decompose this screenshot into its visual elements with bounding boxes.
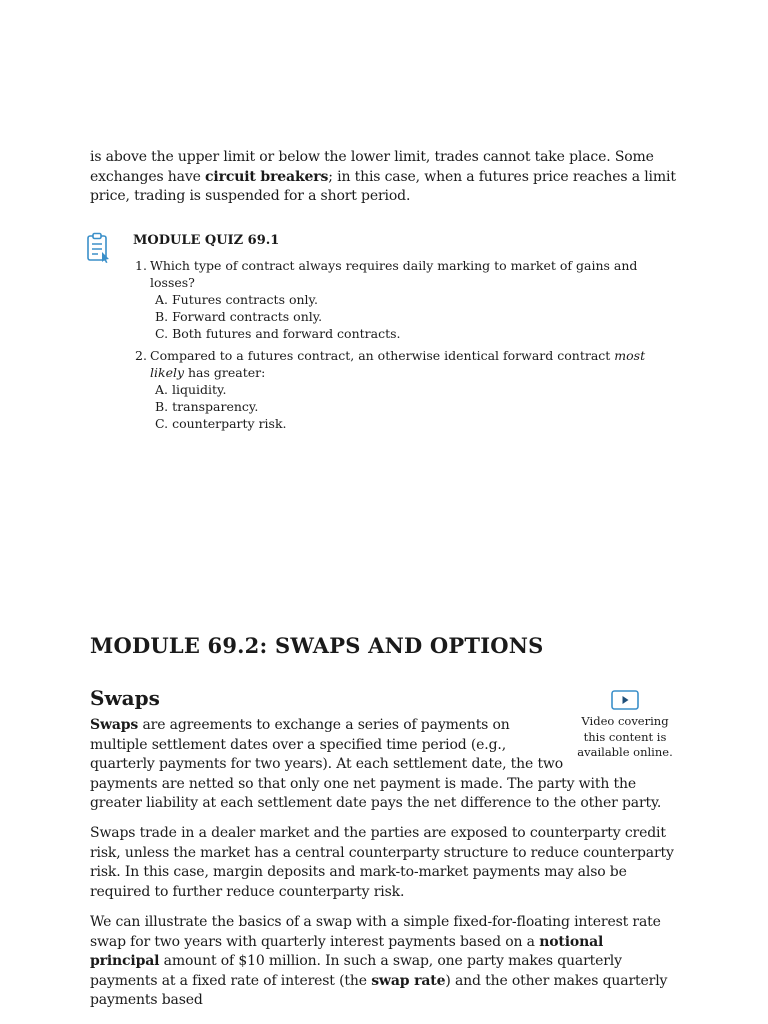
intro-paragraph: [90, 148, 676, 207]
term-circuit-breakers: circuit breakers: [205, 168, 329, 185]
swaps-paragraph-3: [90, 913, 676, 1011]
play-video-icon[interactable]: [611, 690, 639, 710]
swaps-paragraph-1: [90, 716, 676, 814]
term-notional-principal: notional principal: [90, 933, 604, 970]
question-stem-part-b: has greater:: [184, 365, 266, 380]
quiz-clipboard-icon: [86, 232, 112, 264]
section-heading: Swaps: [90, 686, 160, 710]
answer-option-c: C. Both futures and forward contracts.: [155, 326, 401, 341]
video-caption: Video covering this content is available online.: [577, 714, 673, 759]
question-stem: Which type of contract always requires daily marking to market of gains and losses?: [150, 258, 638, 290]
answer-option-a: A. Futures contracts only.: [155, 292, 318, 307]
paragraph-text: are agreements to exchange a series of payments on multiple settlement dates over a specified time period (e.g., quarterly payments for two years). At each settlement date, the two payments are netted so that only one net payment is made. The party with the greater liability at each settlement date pays the net difference to the other party.: [90, 717, 662, 812]
paragraph-text: ) and the other makes quarterly payments based: [90, 972, 668, 1009]
paragraph-text: We can illustrate the basics of a swap with a simple fixed-for-floating interest rate swap for two years with quarterly interest payments based on a: [90, 914, 661, 950]
answer-option-b: B. Forward contracts only.: [155, 309, 323, 324]
answer-option-c: C. counterparty risk.: [155, 416, 287, 431]
module-heading: MODULE 69.2: SWAPS AND OPTIONS: [90, 633, 544, 658]
quiz-title: MODULE QUIZ 69.1: [133, 233, 280, 248]
question-stem: [150, 347, 680, 381]
intro-text-1: is above the upper limit or below the lower limit, trades cannot take place. Some exchanges have: [90, 149, 654, 185]
question-number: 2.: [135, 348, 147, 363]
answer-option-b: B. transparency.: [155, 399, 259, 414]
question-number: 1.: [135, 258, 147, 273]
question-stem-part-a: Compared to a futures contract, an otherwise identical forward contract: [150, 348, 615, 363]
term-swaps: Swaps: [90, 717, 139, 733]
paragraph-text: amount of $10 million. In such a swap, one party makes quarterly payments at a fixed rate of interest (the: [90, 953, 622, 989]
quiz-question-2: [135, 347, 680, 432]
intro-text-2: ; in this case, when a futures price reaches a limit price, trading is suspended for a short period.: [90, 168, 676, 205]
question-stem-emphasis: most likely: [150, 348, 646, 380]
answer-option-a: A. liquidity.: [155, 382, 227, 397]
document-page: [90, 0, 676, 1024]
quiz-question-1: [135, 257, 680, 342]
term-swap-rate: swap rate: [371, 972, 446, 989]
swaps-paragraph-2: Swaps trade in a dealer market and the parties are exposed to counterparty credit risk, unless the market has a central counterparty structure to reduce counterparty risk. In this case, margin deposits and mark-to-market payments may also be required to further reduce counterparty risk.: [90, 825, 674, 900]
quiz-question-list: [135, 257, 680, 437]
swaps-paragraph-1-text: [90, 717, 661, 811]
